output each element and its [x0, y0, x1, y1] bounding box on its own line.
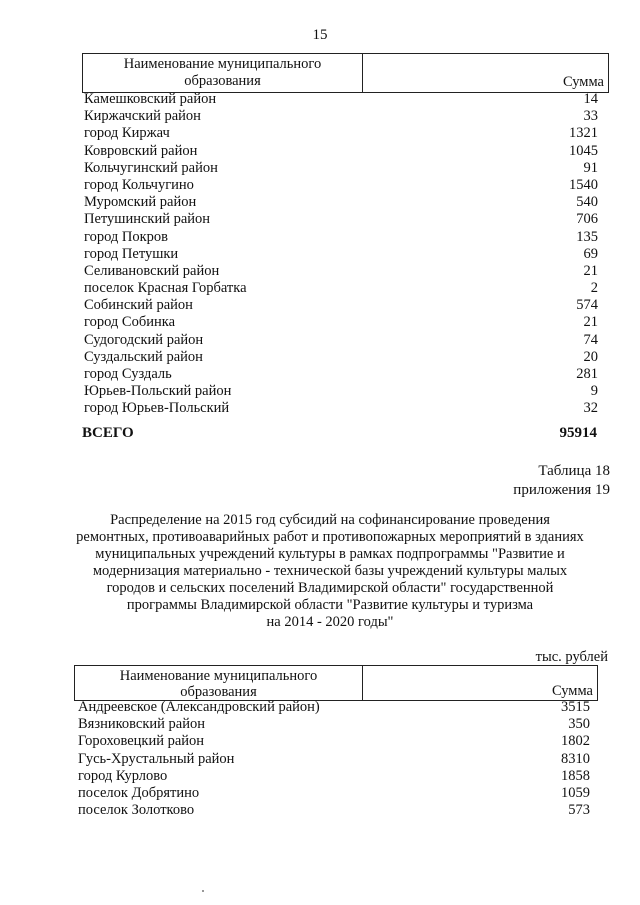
- table1-rows: [84, 91, 598, 418]
- table-row: [84, 280, 598, 297]
- municipality-name: Петушинский район: [84, 211, 211, 228]
- scan-speck: [202, 890, 204, 892]
- municipality-name: Судогодский район: [84, 331, 204, 348]
- table1-header-sum: Сумма: [562, 74, 604, 90]
- table-row: [84, 349, 598, 366]
- amount-value: 706: [576, 211, 598, 228]
- amount-value: 14: [583, 91, 598, 107]
- municipality-name: Муромский район: [84, 194, 197, 211]
- table-row: [78, 716, 590, 733]
- amount-value: 1802: [561, 733, 590, 750]
- table-row: [84, 383, 598, 400]
- municipality-name: город Суздаль: [84, 366, 172, 382]
- municipality-name: Кольчугинский район: [84, 159, 218, 176]
- amount-value: 21: [583, 314, 598, 331]
- table-number: Таблица 18: [538, 463, 610, 479]
- table-row: [84, 314, 598, 331]
- municipality-name: город Покров: [84, 228, 169, 245]
- amount-value: 135: [576, 228, 598, 245]
- municipality-name: Андреевское (Александровский район): [78, 699, 320, 715]
- municipality-name: Собинский район: [84, 297, 193, 314]
- amount-value: 8310: [561, 750, 590, 767]
- table-row: [84, 194, 598, 211]
- table-row: [84, 263, 598, 280]
- amount-value: 74: [583, 331, 598, 348]
- amount-value: 1858: [561, 767, 590, 784]
- table-row: [84, 160, 598, 177]
- total-label: ВСЕГО: [82, 425, 134, 441]
- table-row: [84, 400, 598, 417]
- table-row: [84, 91, 598, 108]
- municipality-name: город Киржач: [84, 125, 170, 142]
- amount-value: 69: [583, 245, 598, 262]
- table-row: [84, 229, 598, 246]
- municipality-name: поселок Добрятино: [78, 784, 200, 801]
- table-row: [84, 108, 598, 125]
- municipality-name: поселок Золотково: [78, 802, 195, 819]
- table1-header-name: Наименование муниципального образования: [83, 54, 363, 92]
- municipality-name: Вязниковский район: [78, 716, 205, 733]
- table-row: [78, 768, 590, 785]
- table-row: [84, 143, 598, 160]
- municipality-name: город Кольчугино: [84, 176, 194, 193]
- table-row: [84, 177, 598, 194]
- page-number: 15: [312, 27, 328, 43]
- total-value: 95914: [559, 425, 597, 441]
- table-row: [84, 366, 598, 383]
- amount-value: 350: [568, 716, 590, 733]
- municipality-name: поселок Красная Горбатка: [84, 280, 247, 297]
- table2-header: [74, 665, 598, 701]
- amount-value: 1045: [569, 142, 598, 159]
- municipality-name: город Петушки: [84, 245, 179, 262]
- amount-value: 91: [583, 159, 598, 176]
- municipality-name: Камешковский район: [84, 91, 217, 107]
- table2-header-sum: Сумма: [551, 683, 593, 699]
- amount-value: 21: [583, 262, 598, 279]
- municipality-name: город Курлово: [78, 767, 168, 784]
- table-row: [84, 246, 598, 263]
- amount-value: 1540: [569, 176, 598, 193]
- municipality-name: Ковровский район: [84, 142, 198, 159]
- table1-header: [82, 53, 609, 93]
- municipality-name: город Собинка: [84, 314, 176, 331]
- units-label: тыс. рублей: [535, 649, 608, 665]
- table1-total-row: [82, 425, 597, 442]
- municipality-name: Киржачский район: [84, 108, 201, 125]
- table-row: [78, 751, 590, 768]
- table2-header-name: Наименование муниципального образования: [75, 666, 363, 700]
- table-row: [78, 733, 590, 750]
- table2-rows: [78, 699, 590, 819]
- amount-value: 33: [583, 108, 598, 125]
- table-row: [84, 125, 598, 142]
- amount-value: 281: [576, 366, 598, 382]
- amount-value: 9: [590, 383, 598, 400]
- table-row: [84, 211, 598, 228]
- amount-value: 573: [568, 802, 590, 819]
- amount-value: 2: [590, 280, 598, 297]
- municipality-name: Гороховецкий район: [78, 733, 205, 750]
- amount-value: 1059: [561, 784, 590, 801]
- table-row: [84, 297, 598, 314]
- table-row: [78, 802, 590, 819]
- amount-value: 32: [583, 400, 598, 417]
- amount-value: 1321: [569, 125, 598, 142]
- municipality-name: Селивановский район: [84, 262, 220, 279]
- table-row: [78, 699, 590, 716]
- table-row: [84, 332, 598, 349]
- amount-value: 540: [576, 194, 598, 211]
- table-row: [78, 785, 590, 802]
- municipality-name: город Юрьев-Польский: [84, 400, 230, 417]
- section-title: Распределение на 2015 год субсидий на софинансирование проведения ремонтных, противоаварийных работ и противопожарных мероприятий в зданиях муниципальных учреждений культуры в рамках подпрограммы "Развитие и модернизация материально - технической базы учреждений культуры малых городов и сельских поселений Владимирской области" государственной программы Владимирской области "Развитие культуры и туризма на 2014 - 2020 годы": [76, 512, 584, 630]
- appendix-number: приложения 19: [513, 482, 610, 498]
- municipality-name: Гусь-Хрустальный район: [78, 750, 235, 767]
- table-reference: [513, 462, 610, 500]
- amount-value: 20: [583, 348, 598, 365]
- municipality-name: Суздальский район: [84, 348, 203, 365]
- amount-value: 3515: [561, 699, 590, 715]
- municipality-name: Юрьев-Польский район: [84, 383, 232, 400]
- amount-value: 574: [576, 297, 598, 314]
